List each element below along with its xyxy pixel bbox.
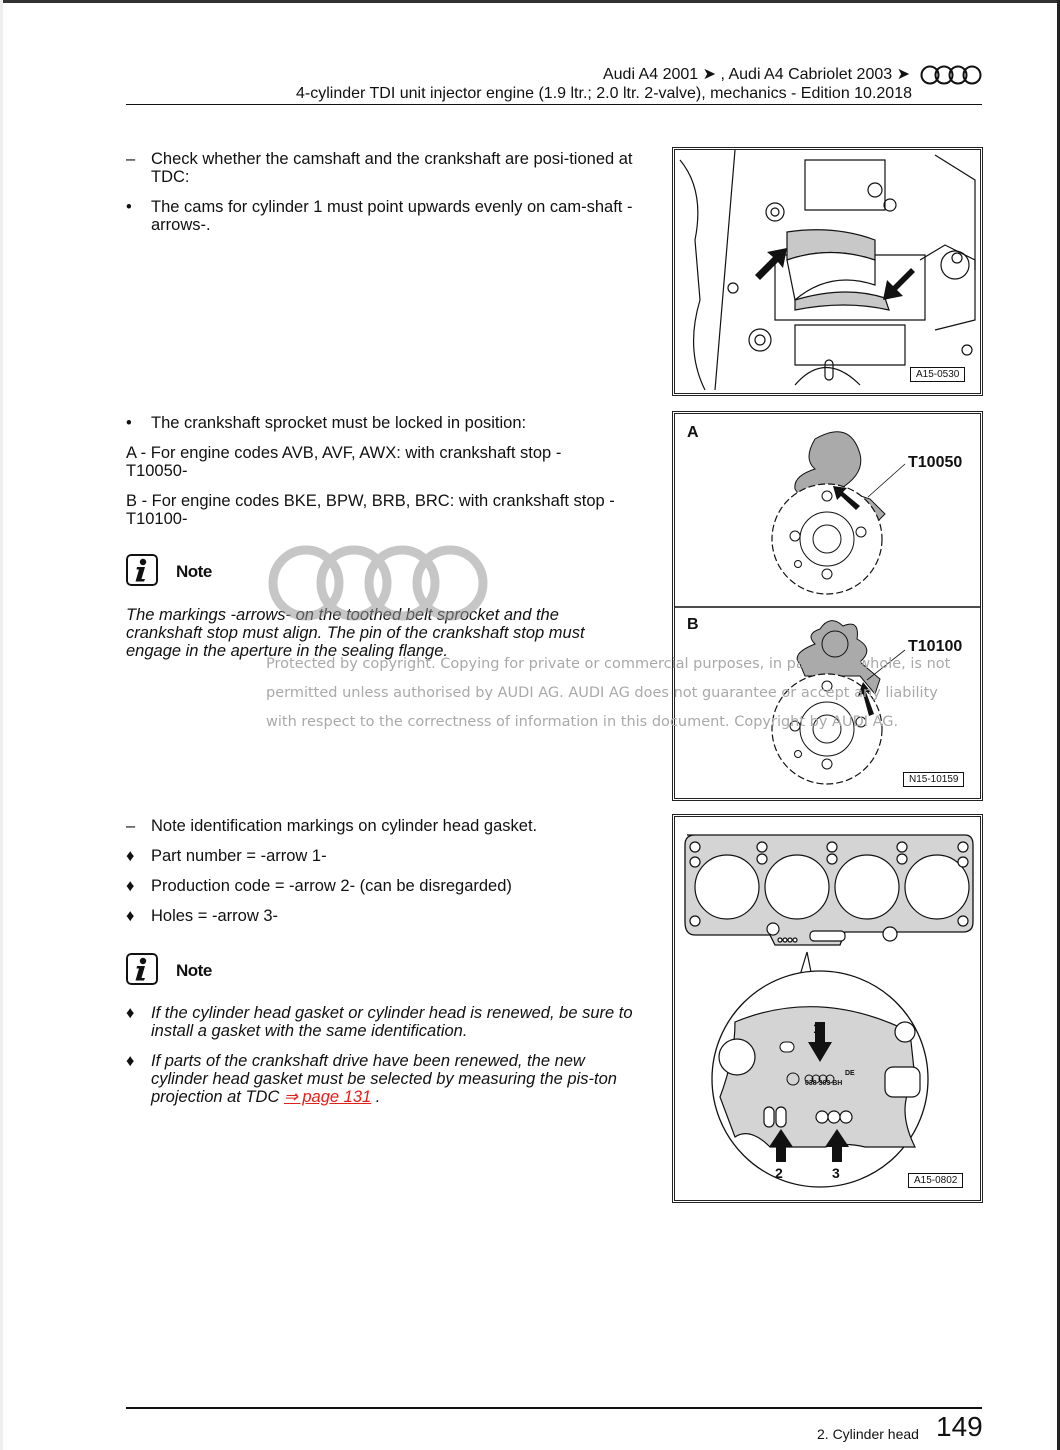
note-text-alignment: The markings -arrows- on the toothed belt sprocket and the crankshaft stop must align. The pin of the crankshaft stop must engage in the aperture in the sealing flange. bbox=[126, 606, 585, 660]
note-item-text bbox=[151, 1052, 636, 1106]
bullet-sprocket-locked bbox=[126, 414, 636, 432]
page-top-border bbox=[0, 0, 1060, 3]
diamond-marker: ♦ bbox=[126, 907, 135, 925]
step-gasket-markings bbox=[126, 817, 636, 835]
step-text: Check whether the camshaft and the crankshaft are posi-tioned at TDC: bbox=[151, 150, 633, 186]
panel-b-label: B bbox=[687, 616, 699, 633]
figure-crankshaft-stop bbox=[672, 411, 983, 801]
panel-a-label: A bbox=[687, 424, 699, 441]
info-icon bbox=[126, 554, 158, 586]
copyright-watermark-line3: with respect to the correctness of information in this document. Copyright by AUDI AG. bbox=[266, 714, 899, 730]
note-item-same-identification bbox=[126, 1004, 636, 1040]
figure-code: A15-0802 bbox=[908, 1173, 963, 1188]
arrow-3-label: 3 bbox=[832, 1165, 840, 1181]
panel-a-sprocket bbox=[772, 432, 905, 594]
footer-divider bbox=[126, 1407, 982, 1409]
panel-b-sprocket bbox=[772, 621, 905, 784]
copyright-watermark-line1: Protected by copyright. Copying for private or commercial purposes, in part or in whole, is not bbox=[266, 656, 951, 672]
list-item-holes bbox=[126, 907, 636, 925]
figure-code: A15-0530 bbox=[910, 367, 965, 382]
step-text: Note identification markings on cylinder head gasket. bbox=[151, 817, 538, 835]
page-number: 149 bbox=[936, 1411, 983, 1442]
note-item-piston-projection bbox=[126, 1052, 636, 1106]
gasket-illustration bbox=[675, 817, 980, 1200]
arrow-1-label: 1 bbox=[813, 1020, 821, 1036]
list-item-text: Part number = -arrow 1- bbox=[151, 847, 327, 865]
dash-marker: – bbox=[126, 150, 136, 168]
note-item-text: If the cylinder head gasket or cylinder head is renewed, be sure to install a gasket with the same identification. bbox=[151, 1004, 633, 1040]
info-icon bbox=[126, 953, 158, 985]
dash-marker: – bbox=[126, 817, 136, 835]
list-item-production-code bbox=[126, 877, 636, 895]
note-text-after-link: . bbox=[371, 1088, 381, 1106]
bullet-marker: • bbox=[126, 198, 132, 216]
tool-t10050-label: T10050 bbox=[908, 454, 963, 471]
note-label: Note bbox=[176, 562, 212, 581]
bullet-text: The crankshaft sprocket must be locked in position: bbox=[151, 414, 527, 432]
arrow-2-label: 2 bbox=[775, 1165, 783, 1181]
gasket-stamp-country: DE bbox=[845, 1070, 855, 1077]
diamond-marker: ♦ bbox=[126, 1052, 135, 1070]
engine-codes-a: A - For engine codes AVB, AVF, AWX: with crankshaft stop - T10050- bbox=[126, 444, 562, 480]
list-item-text: Production code = -arrow 2- (can be disregarded) bbox=[151, 877, 512, 895]
header-vehicle-models: Audi A4 2001 ➤ , Audi A4 Cabriolet 2003 ➤ bbox=[602, 66, 910, 83]
diamond-marker: ♦ bbox=[126, 847, 135, 865]
footer-section-title: 2. Cylinder head bbox=[817, 1426, 919, 1442]
camshaft-illustration bbox=[675, 150, 980, 393]
diamond-marker: ♦ bbox=[126, 877, 135, 895]
note-text-before-link: If parts of the crankshaft drive have been renewed, the new cylinder head gasket must be selected by measuring the pis-ton projection at TDC bbox=[151, 1052, 617, 1106]
page-header bbox=[126, 62, 982, 105]
figure-code: N15-10159 bbox=[903, 772, 964, 787]
arrow-right-cam bbox=[883, 268, 915, 300]
list-item-text: Holes = -arrow 3- bbox=[151, 907, 278, 925]
figure-camshaft-tdc bbox=[672, 147, 983, 396]
header-manual-title: 4-cylinder TDI unit injector engine (1.9 ltr.; 2.0 ltr. 2-valve), mechanics - Edition 10.2018 bbox=[295, 85, 912, 102]
page-131-link[interactable]: ⇒ page 131 bbox=[283, 1088, 372, 1106]
engine-codes-b: B - For engine codes BKE, BPW, BRB, BRC: with crankshaft stop - T10100- bbox=[126, 492, 615, 528]
gasket-stamp-part-number: 038 303 BH bbox=[805, 1080, 843, 1087]
note-label: Note bbox=[176, 961, 212, 980]
step-check-tdc bbox=[126, 150, 636, 186]
copyright-watermark-line2: permitted unless authorised by AUDI AG. AUDI AG does not guarantee or accept any liability bbox=[266, 685, 938, 701]
arrow-left-cam bbox=[755, 248, 787, 280]
tool-t10100-label: T10100 bbox=[908, 638, 963, 655]
list-item-part-number bbox=[126, 847, 636, 865]
bullet-cams-upward bbox=[126, 198, 636, 234]
figure-head-gasket bbox=[672, 814, 983, 1203]
diamond-marker: ♦ bbox=[126, 1004, 135, 1022]
page-left-edge bbox=[0, 0, 3, 1450]
audi-rings-icon bbox=[920, 64, 982, 86]
audi-rings-watermark-icon bbox=[266, 544, 491, 622]
bullet-marker: • bbox=[126, 414, 132, 432]
bullet-text: The cams for cylinder 1 must point upwards evenly on cam-shaft -arrows-. bbox=[151, 198, 633, 234]
